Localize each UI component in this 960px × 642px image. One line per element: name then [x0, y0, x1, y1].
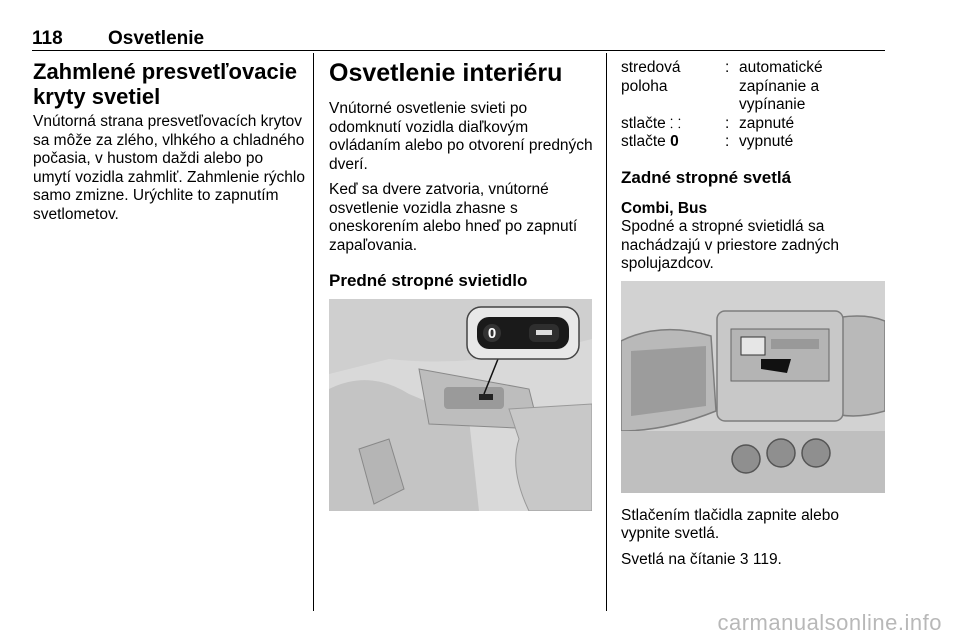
watermark: carmanualsonline.info [717, 610, 942, 635]
left-column [33, 59, 305, 231]
row2-sep: : [725, 114, 730, 132]
row1-label: stredová poloha [621, 59, 681, 95]
column-divider-1 [313, 53, 314, 611]
right-column [621, 59, 885, 576]
rear-lights-illustration [621, 281, 885, 493]
page-header [32, 28, 204, 50]
rear-lights-text: Spodné a stropné svietidlá sa nachádzajú v priestore zadných spolujazdcov. [621, 218, 839, 272]
switch-position-table [621, 59, 885, 152]
header-rule [32, 50, 885, 51]
interior-lighting-text-1: Vnútorné osvetlenie svieti po odomknutí vozidla diaľkovým ovládaním alebo po otvorení predných dverí. [329, 100, 593, 173]
figure-off-label: 0 [487, 325, 497, 342]
variant-heading: Combi, Bus [621, 199, 708, 217]
column-divider-2 [606, 53, 607, 611]
row1-sep: : [725, 59, 730, 76]
page-number: 118 [32, 28, 63, 49]
row3-sep: : [725, 133, 730, 150]
fogged-covers-heading: Zahmlené presvetľovacie kryty svetiel [33, 59, 298, 109]
ceiling-light-icon: ⸬ [670, 115, 681, 131]
row1-value: automatické zapínanie a vypínanie [739, 59, 823, 113]
rear-lights-instruction: Stlačením tlačidla zapnite alebo vypnite svetlá. [621, 506, 839, 542]
off-symbol: 0 [670, 133, 679, 150]
reading-lights-reference: Svetlá na čítanie 3 119. [621, 550, 782, 568]
page-reference-link[interactable]: 3 119. [739, 550, 782, 568]
row2-label: stlačte ⸬ [621, 114, 681, 132]
front-light-heading: Predné stropné svietidlo [329, 271, 528, 290]
interior-lighting-heading: Osvetlenie interiéru [329, 59, 563, 87]
rear-lights-heading: Zadné stropné svetlá [621, 167, 792, 187]
front-ceiling-light-illustration [329, 299, 592, 511]
row3-value: vypnuté [739, 133, 794, 150]
middle-column [329, 59, 597, 511]
section-title: Osvetlenie [108, 28, 205, 49]
fogged-covers-text: Vnútorná strana presvetľovacích krytov sa môže za zlého, vlhkého a chladného počasia, v hustom daždi alebo po umytí vozidla zahmliť. Zahmlenie rýchlo samo zmizne. Urýchlite to zapnutím svetlometov. [33, 113, 305, 223]
row3-label: stlačte 0 [621, 133, 679, 150]
interior-lighting-text-2: Keď sa dvere zatvoria, vnútorné osvetlenie vozidla zhasne s oneskorením alebo hneď po zapnutí zapaľovania. [329, 181, 578, 254]
row2-value: zapnuté [739, 114, 795, 132]
